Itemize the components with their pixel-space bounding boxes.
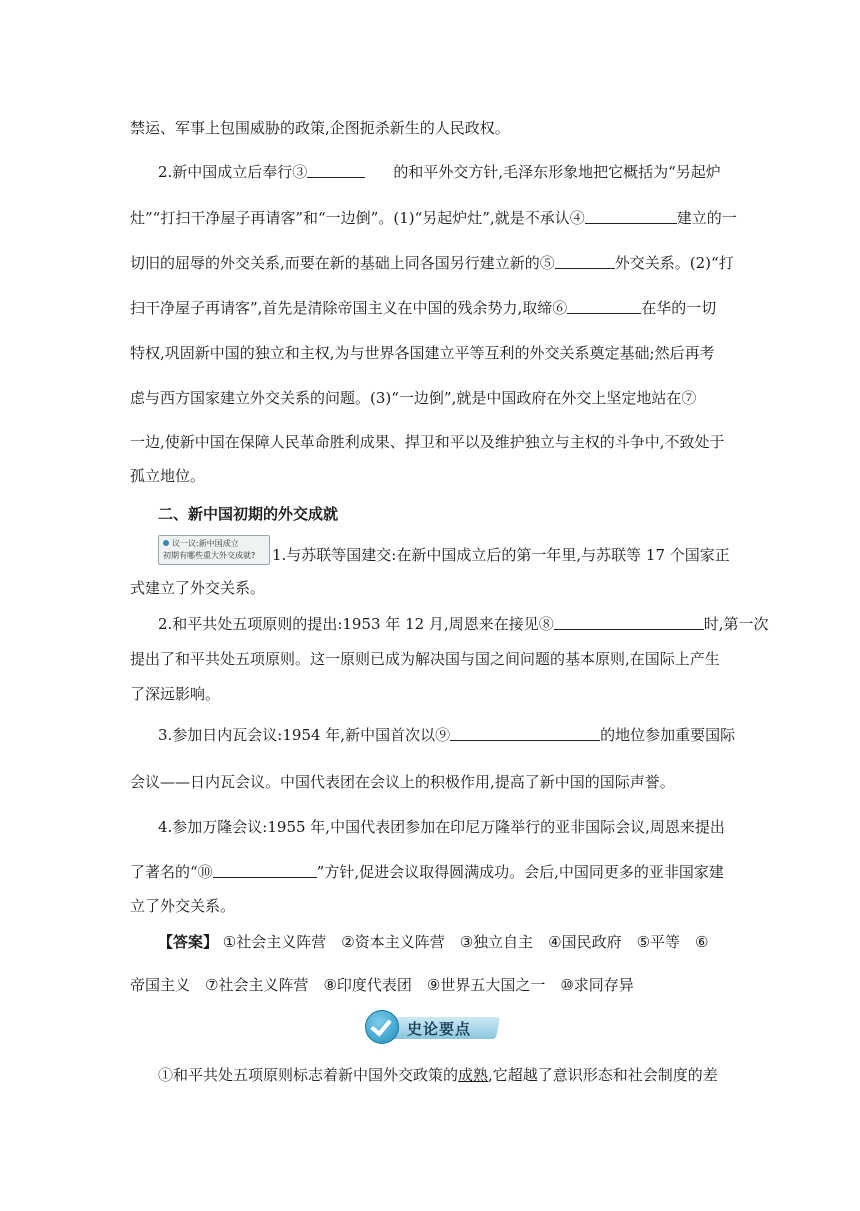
answer-line-2: 帝国主义 ⑦社会主义阵营 ⑧印度代表团 ⑨世界五大国之一 ⑩求同存异 bbox=[130, 976, 634, 994]
item-2-line-2: 提出了和平共处五项原则。这一原则已成为解决国与国之间问题的基本原则,在国际上产生 bbox=[130, 650, 720, 668]
item-4-line-1: 4.参加万隆会议:1955 年,中国代表团参加在印尼万隆举行的亚非国际会议,周恩来提出 bbox=[158, 818, 725, 836]
item-2-line-3: 了深远影响。 bbox=[130, 685, 221, 703]
fill-blank-10[interactable] bbox=[213, 863, 317, 878]
paragraph-2-line-1: 2.新中国成立后奉行③ 的和平外交方针,毛泽东形象地把它概括为“另起炉 bbox=[158, 163, 721, 181]
discussion-tip-box: 议一议:新中国成立 初期有哪些重大外交成就? bbox=[158, 535, 270, 565]
bullet-icon bbox=[163, 540, 169, 546]
paragraph-2-line-7: 一边,使新中国在保障人民革命胜利成果、捍卫和平以及维护独立与主权的斗争中,不致处于 bbox=[130, 433, 725, 451]
paragraph-2-line-5: 特权,巩固新中国的独立和主权,为与世界各国建立平等互利的外交关系奠定基础;然后再考 bbox=[130, 344, 715, 362]
item-1-line-2: 式建立了外交关系。 bbox=[130, 579, 266, 597]
fill-blank-9[interactable] bbox=[450, 726, 600, 741]
fill-blank-3[interactable] bbox=[307, 163, 365, 178]
text-line: 禁运、军事上包围威胁的政策,企图扼杀新生的人民政权。 bbox=[130, 119, 510, 137]
paragraph-2-line-4: 扫干净屋子再请客”,首先是清除帝国主义在中国的残余势力,取缔⑥ 在华的一切 bbox=[130, 299, 717, 317]
fill-blank-6[interactable] bbox=[567, 299, 641, 314]
answer-line-1: 【答案】 ①社会主义阵营 ②资本主义阵营 ③独立自主 ④国民政府 ⑤平等 ⑥ bbox=[158, 933, 709, 951]
fill-blank-4[interactable] bbox=[585, 209, 677, 224]
item-1-line-1: 1.与苏联等国建交:在新中国成立后的第一年里,与苏联等 17 个国家正 bbox=[272, 546, 730, 564]
item-4-line-3: 立了外交关系。 bbox=[130, 897, 236, 915]
item-3-line-2: 会议——日内瓦会议。中国代表团在会议上的积极作用,提高了新中国的国际声誉。 bbox=[130, 773, 675, 791]
key-point-line-1: ①和平共处五项原则标志着新中国外交政策的成熟,它超越了意识形态和社会制度的差 bbox=[158, 1066, 718, 1084]
section-heading: 二、新中国初期的外交成就 bbox=[158, 505, 339, 523]
item-2-line-1: 2.和平共处五项原则的提出:1953 年 12 月,周恩来在接见⑧ 时,第一次 bbox=[158, 615, 769, 633]
paragraph-2-line-6: 虑与西方国家建立外交关系的问题。(3)“一边倒”,就是中国政府在外交上坚定地站在⑦ bbox=[130, 389, 697, 407]
item-3-line-1: 3.参加日内瓦会议:1954 年,新中国首次以⑨ 的地位参加重要国际 bbox=[158, 726, 736, 744]
key-points-badge: 史论要点 bbox=[365, 1010, 500, 1044]
answer-label: 【答案】 bbox=[158, 933, 219, 951]
paragraph-2-line-8: 孤立地位。 bbox=[130, 467, 206, 485]
checkmark-circle-icon bbox=[365, 1010, 399, 1044]
underlined-term: 成熟 bbox=[458, 1066, 489, 1084]
paragraph-2-line-2: 灶”“打扫干净屋子再请客”和“一边倒”。(1)“另起炉灶”,就是不承认④ 建立的一 bbox=[130, 209, 737, 227]
fill-blank-8[interactable] bbox=[554, 615, 704, 630]
item-4-line-2: 了著名的“⑩ ”方针,促进会议取得圆满成功。会后,中国同更多的亚非国家建 bbox=[130, 863, 724, 881]
fill-blank-5[interactable] bbox=[555, 254, 615, 269]
paragraph-2-line-3: 切旧的屈辱的外交关系,而要在新的基础上同各国另行建立新的⑤ 外交关系。(2)“打 bbox=[130, 254, 734, 272]
